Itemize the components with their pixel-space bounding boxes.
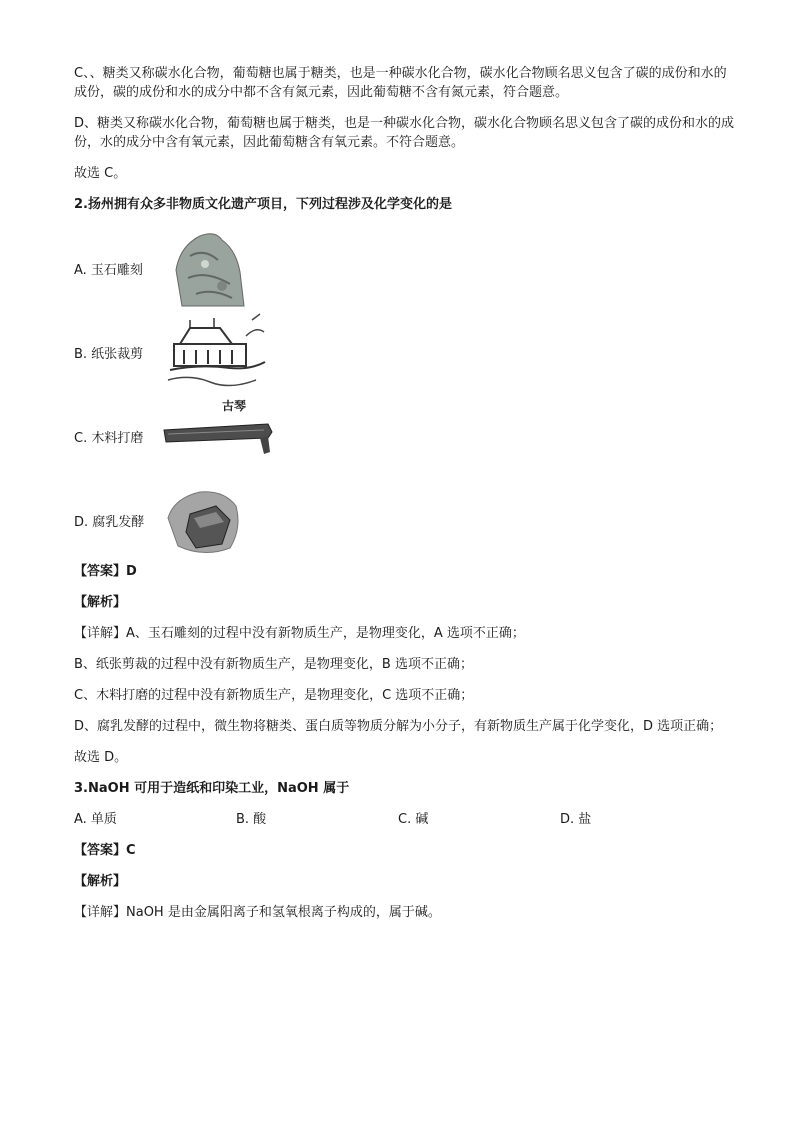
option-b bbox=[74, 310, 734, 394]
answer-q2: 【答案】D bbox=[74, 564, 137, 579]
conclusion-q1: 故选 C。 bbox=[74, 166, 127, 181]
choice-a: A. 单质 bbox=[74, 812, 117, 827]
option-a bbox=[74, 226, 734, 310]
fermented-tofu-image bbox=[160, 478, 280, 562]
option-c bbox=[74, 394, 734, 478]
analysis-title-q3: 【解析】 bbox=[74, 874, 127, 889]
option-c-label: C. 木料打磨 bbox=[74, 430, 144, 446]
conclusion-q2: 故选 D。 bbox=[74, 750, 128, 765]
answer-q3: 【答案】C bbox=[74, 843, 136, 858]
explanation-d: D、糖类又称碳水化合物，葡萄糖也属于糖类，也是一种碳水化合物，碳水化合物顾名思义包含了碳的成份和水的成份，水的成分中含有氧元素，因此葡萄糖含有氧元素。不符合题意。 bbox=[74, 116, 735, 150]
choice-c: C. 碱 bbox=[398, 812, 429, 827]
option-b-label: B. 纸张裁剪 bbox=[74, 346, 144, 362]
question-3-choices bbox=[74, 810, 734, 829]
choice-b: B. 酸 bbox=[236, 812, 267, 827]
detail-q2-b: B、纸张剪裁的过程中没有新物质生产，是物理变化，B 选项不正确； bbox=[74, 657, 473, 672]
question-2-stem: 2.扬州拥有众多非物质文化遗产项目，下列过程涉及化学变化的是 bbox=[74, 197, 452, 212]
option-d bbox=[74, 478, 734, 562]
choice-d: D. 盐 bbox=[560, 812, 592, 827]
question-3-stem: 3.NaOH 可用于造纸和印染工业，NaOH 属于 bbox=[74, 781, 350, 796]
wood-polishing-image bbox=[160, 394, 280, 478]
detail-q2-d: D、腐乳发酵的过程中，微生物将糖类、蛋白质等物质分解为小分子，有新物质生产属于化学变化，D 选项正确； bbox=[74, 719, 723, 734]
option-d-label: D. 腐乳发酵 bbox=[74, 514, 145, 530]
analysis-title-q2: 【解析】 bbox=[74, 595, 127, 610]
explanation-c: C、、糖类又称碳水化合物，葡萄糖也属于糖类，也是一种碳水化合物，碳水化合物顾名思义包含了碳的成份和水的成份，碳的成份和水的成分中都不含有氮元素，因此葡萄糖不含有氮元素，符合题意。 bbox=[74, 66, 727, 100]
paper-cutting-image bbox=[160, 310, 280, 394]
detail-q2-a: 【详解】A、玉石雕刻的过程中没有新物质生产，是物理变化，A 选项不正确； bbox=[74, 626, 525, 641]
detail-q2-c: C、木料打磨的过程中没有新物质生产，是物理变化，C 选项不正确； bbox=[74, 688, 474, 703]
jade-carving-image bbox=[160, 226, 280, 310]
detail-q3: 【详解】NaOH 是由金属阳离子和氢氧根离子构成的，属于碱。 bbox=[74, 905, 441, 920]
guqin-caption: 古琴 bbox=[222, 399, 247, 413]
option-a-label: A. 玉石雕刻 bbox=[74, 262, 143, 278]
document-page bbox=[74, 64, 734, 934]
